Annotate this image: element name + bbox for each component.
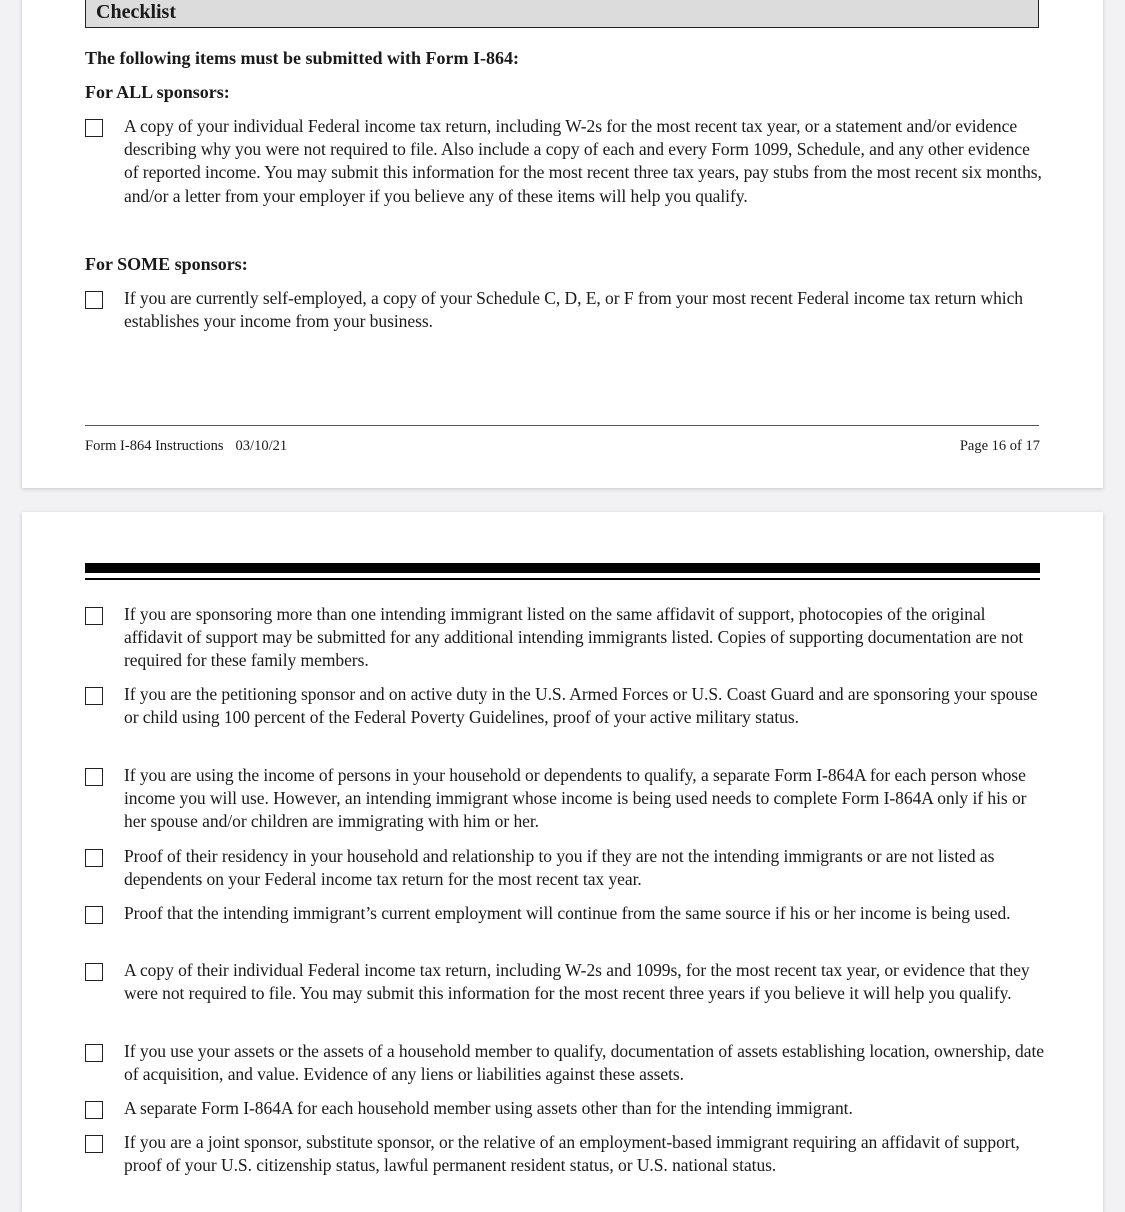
checkbox[interactable] bbox=[85, 291, 103, 309]
checklist-item-text: Proof of their residency in your household and relationship to you if they are not the intending immigrants or are not listed as dependents on your Federal income tax return for the most recent tax year. bbox=[124, 846, 995, 890]
checklist-item bbox=[85, 845, 1045, 891]
some-sponsors-heading: For SOME sponsors: bbox=[85, 254, 248, 274]
footer-divider bbox=[85, 425, 1039, 426]
checklist-title: Checklist bbox=[96, 1, 176, 23]
checkbox[interactable] bbox=[85, 607, 103, 625]
document-page-17 bbox=[22, 512, 1103, 1212]
checkbox[interactable] bbox=[85, 906, 103, 924]
checklist-item-text: If you are currently self-employed, a copy of your Schedule C, D, E, or F from your most recent Federal income tax return which establishes your income from your business. bbox=[124, 288, 1023, 332]
checklist-item bbox=[85, 287, 1045, 333]
footer-form-info bbox=[85, 437, 287, 455]
header-thick-rule bbox=[85, 563, 1040, 573]
checklist-item bbox=[85, 115, 1045, 208]
checkbox[interactable] bbox=[85, 1135, 103, 1153]
footer-form-date: 03/10/21 bbox=[235, 438, 288, 454]
checklist-item bbox=[85, 902, 1045, 925]
checklist-item bbox=[85, 1040, 1045, 1086]
all-sponsors-heading: For ALL sponsors: bbox=[85, 82, 230, 102]
checkbox[interactable] bbox=[85, 687, 103, 705]
checkbox[interactable] bbox=[85, 963, 103, 981]
checklist-item bbox=[85, 764, 1045, 834]
checklist-item-text: If you are a joint sponsor, substitute sponsor, or the relative of an employment-based immigrant requiring an affidavit of support, proof of your U.S. citizenship status, lawful permanent resident status, or U.S. national status. bbox=[124, 1132, 1020, 1176]
checklist-item-text: A copy of their individual Federal income tax return, including W-2s and 1099s, for the most recent tax year, or evidence that they were not required to file. You may submit this information for the most recent three years if you believe it will help you qualify. bbox=[124, 960, 1030, 1004]
checklist-item-text: If you use your assets or the assets of a household member to qualify, documentation of assets establishing location, ownership, date of acquisition, and value. Evidence of any liens or liabilities against these assets. bbox=[124, 1041, 1044, 1085]
checklist-item bbox=[85, 1131, 1045, 1177]
footer-page-number: Page 16 of 17 bbox=[959, 438, 1040, 454]
footer-form-name: Form I-864 Instructions bbox=[85, 438, 224, 454]
document-page-16 bbox=[22, 0, 1103, 488]
checkbox[interactable] bbox=[85, 1044, 103, 1062]
checkbox[interactable] bbox=[85, 849, 103, 867]
submission-intro: The following items must be submitted with Form I-864: bbox=[85, 48, 519, 68]
header-thin-rule bbox=[85, 578, 1040, 580]
checklist-item bbox=[85, 1097, 1045, 1120]
checkbox[interactable] bbox=[85, 119, 103, 137]
checklist-item-text: If you are the petitioning sponsor and on active duty in the U.S. Armed Forces or U.S. Coast Guard and are sponsoring your spouse or child using 100 percent of the Federal Poverty Guidelines, proof of your active military status. bbox=[124, 684, 1038, 728]
checklist-item bbox=[85, 959, 1045, 1005]
checklist-item-text: If you are using the income of persons in your household or dependents to qualify, a separate Form I-864A for each person whose income you will use. However, an intending immigrant whose income is being used needs to complete Form I-864A only if his or her spouse and/or children are immigrating with him or her. bbox=[124, 765, 1027, 832]
checkbox[interactable] bbox=[85, 1101, 103, 1119]
checklist-item bbox=[85, 603, 1045, 673]
checkbox[interactable] bbox=[85, 768, 103, 786]
checklist-item-text: A copy of your individual Federal income tax return, including W-2s for the most recent tax year, or a statement and/or evidence describing why you were not required to file. Also include a copy of each and every Form 1099, Schedule, and any other evidence of reported income. You may submit this information for the most recent three tax years, pay stubs from the most recent six months, and/or a letter from your employer if you believe any of these items will help you qualify. bbox=[124, 116, 1042, 206]
checklist-header bbox=[85, 0, 1039, 28]
checklist-item bbox=[85, 683, 1045, 729]
checklist-item-text: If you are sponsoring more than one intending immigrant listed on the same affidavit of support, photocopies of the original affidavit of support may be submitted for any additional intending immigrants listed. Copies of supporting documentation are not required for these family members. bbox=[124, 604, 1024, 671]
checklist-item-text: A separate Form I-864A for each household member using assets other than for the intending immigrant. bbox=[124, 1098, 853, 1118]
checklist-item-text: Proof that the intending immigrant’s current employment will continue from the same source if his or her income is being used. bbox=[124, 903, 1011, 923]
